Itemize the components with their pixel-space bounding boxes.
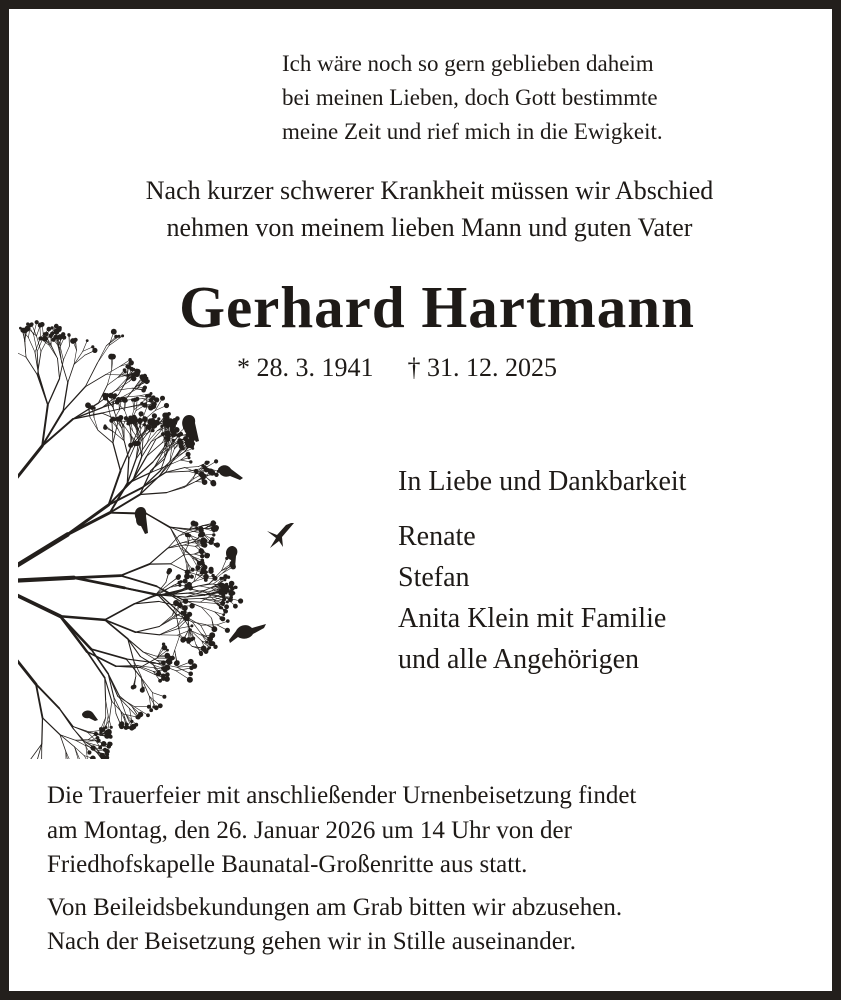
family-member: Stefan [398, 562, 470, 593]
ceremony-line: am Montag, den 26. Januar 2026 um 14 Uhr von der [47, 816, 572, 844]
family-member: Renate [398, 521, 476, 552]
poem-line: bei meinen Lieben, doch Gott bestimmte [282, 85, 658, 110]
death-date: † 31. 12. 2025 [407, 353, 557, 382]
poem [282, 47, 663, 149]
bird-icon [229, 624, 266, 643]
bird-icon [218, 465, 243, 480]
bird-icon [82, 710, 98, 721]
birth-date: * 28. 3. 1941 [237, 353, 374, 382]
ceremony-line: Die Trauerfeier mit anschließender Urnenbeisetzung findet [47, 782, 637, 809]
family-block [398, 464, 686, 680]
ceremony-line: Friedhofskapelle Baunatal-Großenritte aus statt. [47, 851, 528, 878]
ceremony-info [47, 779, 636, 960]
family-member: Anita Klein mit Familie [398, 603, 667, 634]
family-member: und alle Angehörigen [398, 644, 640, 675]
poem-line: Ich wäre noch so gern geblieben daheim [282, 51, 654, 76]
life-dates [237, 351, 557, 385]
bird-icon [135, 507, 148, 534]
intro-line: nehmen von meinem lieben Mann und guten Vater [166, 213, 693, 242]
bird-icon [226, 546, 237, 568]
poem-line: meine Zeit und rief mich in die Ewigkeit. [282, 119, 663, 144]
note-line: Nach der Beisetzung gehen wir in Stille auseinander. [47, 928, 577, 955]
bird-icon [267, 523, 294, 548]
note-line: Von Beileidsbekundungen am Grab bitten wir abzusehen. [47, 893, 623, 921]
intro-line: Nach kurzer schwerer Krankheit müssen wir Abschied [145, 176, 714, 205]
thanks-line: In Liebe und Dankbarkeit [398, 466, 687, 497]
intro-text [9, 172, 841, 246]
deceased-name: Gerhard Hartmann [179, 274, 695, 340]
